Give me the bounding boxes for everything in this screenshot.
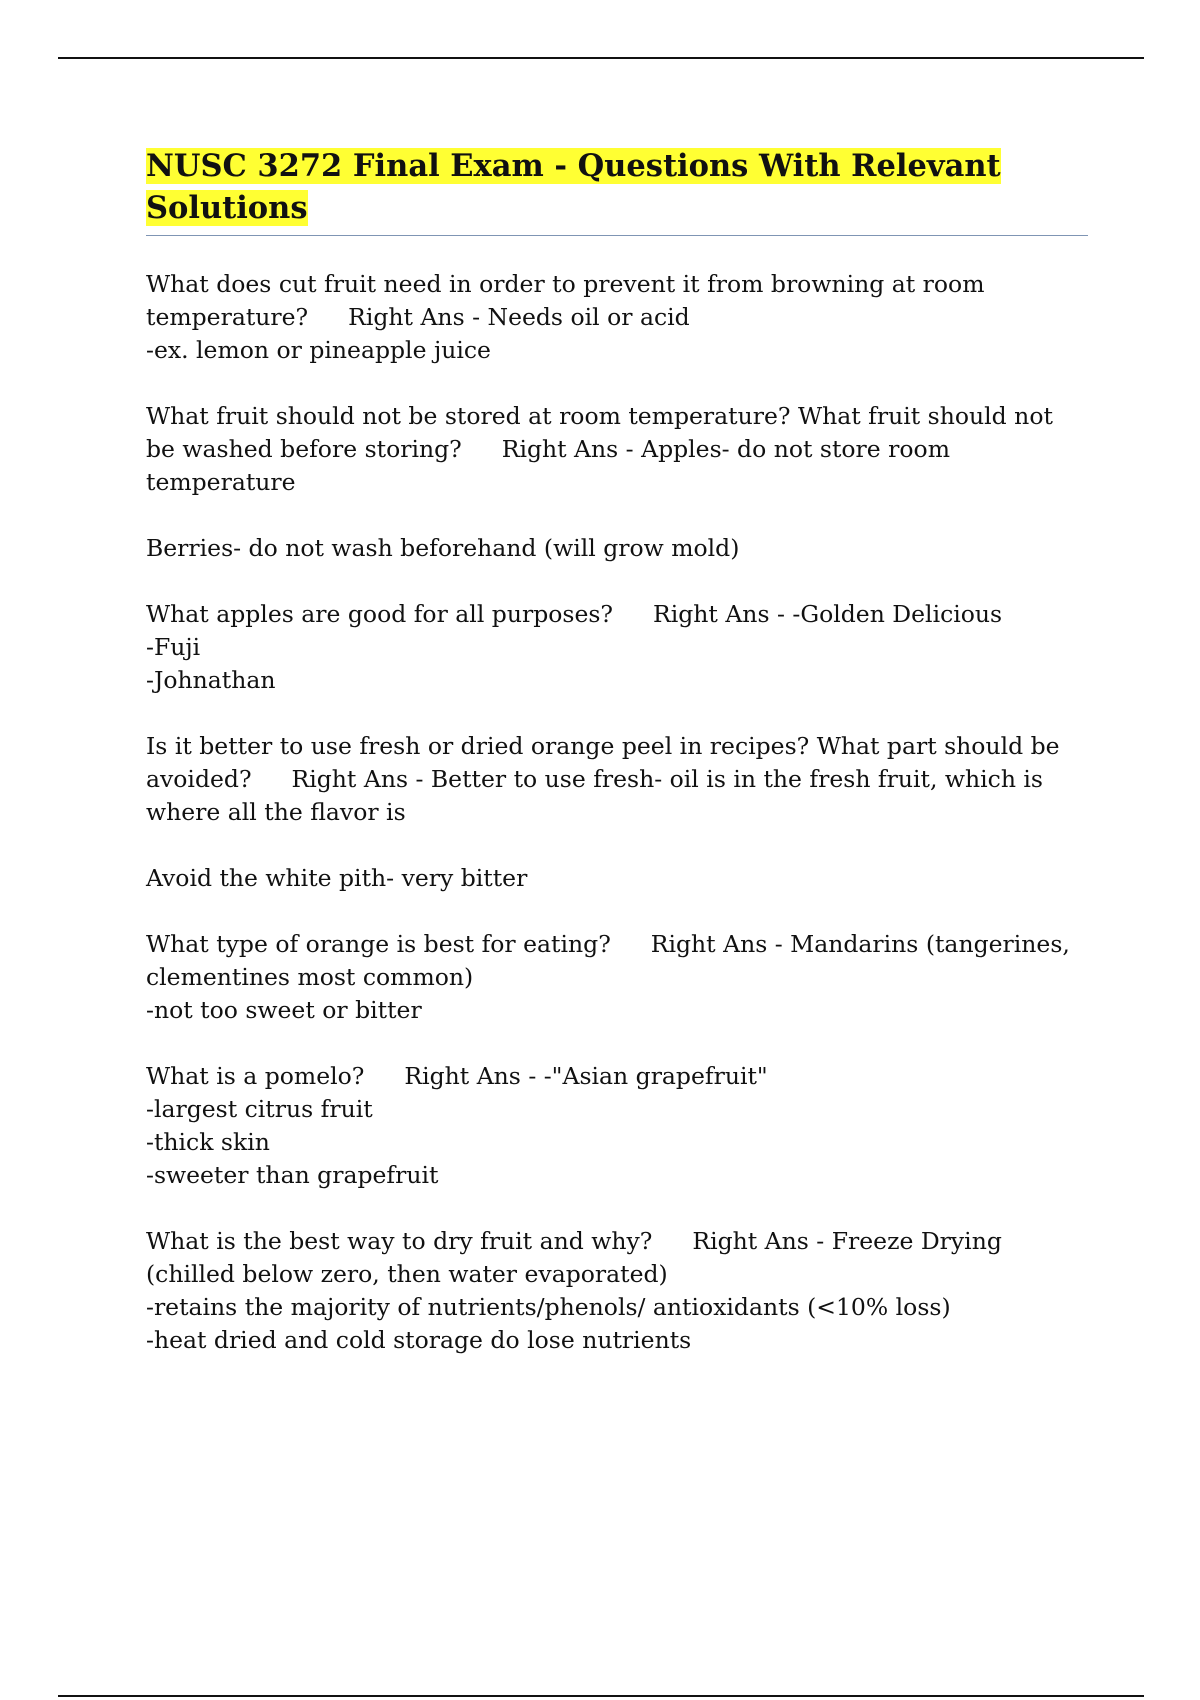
answer-detail-text: -sweeter than grapefruit [146, 1161, 439, 1189]
text-line [146, 664, 1088, 697]
qa-entry [146, 400, 1088, 499]
answer-detail-text: Berries- do not wash beforehand (will grow mold) [146, 534, 740, 562]
page-top-rule [58, 57, 1144, 59]
answer-text: Right Ans - Freeze Drying [692, 1227, 1002, 1255]
question-text: What apples are good for all purposes? [146, 600, 614, 628]
qa-entry [146, 1225, 1088, 1357]
text-line [146, 961, 1088, 994]
title-underline [146, 235, 1088, 236]
text-line [146, 268, 1088, 301]
text-line [146, 1093, 1088, 1126]
question-text: Is it better to use fresh or dried orange peel in recipes? What part should be [146, 732, 1060, 760]
text-line [146, 1159, 1088, 1192]
answer-detail-text: -retains the majority of nutrients/phenols/ antioxidants (<10% loss) [146, 1293, 951, 1321]
answer-detail-text: -largest citrus fruit [146, 1095, 373, 1123]
text-line [146, 1126, 1088, 1159]
text-line [146, 433, 1088, 466]
text-line [146, 301, 1088, 334]
text-line [146, 763, 1088, 796]
question-text: What does cut fruit need in order to prevent it from browning at room [146, 270, 985, 298]
answer-detail-text: temperature [146, 468, 296, 496]
text-line [146, 1225, 1088, 1258]
answer-detail-text: Avoid the white pith- very bitter [146, 864, 528, 892]
text-line [146, 1324, 1088, 1357]
answer-text: Right Ans - Needs oil or acid [348, 303, 690, 331]
qa-entry [146, 598, 1088, 697]
qa-entry [146, 532, 1088, 565]
question-text: be washed before storing? [146, 435, 462, 463]
answer-detail-text: -Johnathan [146, 666, 276, 694]
answer-text: Right Ans - Mandarins (tangerines, [650, 930, 1070, 958]
text-line [146, 994, 1088, 1027]
answer-detail-text: -not too sweet or bitter [146, 996, 422, 1024]
qa-entry [146, 928, 1088, 1027]
question-text: What is the best way to dry fruit and why? [146, 1227, 653, 1255]
qa-entry [146, 730, 1088, 829]
qa-entry [146, 1060, 1088, 1192]
text-line [146, 730, 1088, 763]
question-text: What is a pomelo? [146, 1062, 365, 1090]
text-line [146, 928, 1088, 961]
page-bottom-rule [58, 1695, 1144, 1697]
title-line-1: NUSC 3272 Final Exam - Questions With Relevant [146, 148, 1001, 184]
text-line [146, 1291, 1088, 1324]
answer-detail-text: (chilled below zero, then water evaporated) [146, 1260, 668, 1288]
text-line [146, 598, 1088, 631]
text-line [146, 862, 1088, 895]
question-text: avoided? [146, 765, 252, 793]
answer-text: Right Ans - Apples- do not store room [501, 435, 950, 463]
answer-detail-text: clementines most common) [146, 963, 474, 991]
question-text: What type of orange is best for eating? [146, 930, 611, 958]
text-line [146, 400, 1088, 433]
text-line [146, 631, 1088, 664]
qa-entry [146, 268, 1088, 367]
answer-text: Right Ans - Better to use fresh- oil is in the fresh fruit, which is [291, 765, 1043, 793]
question-text: temperature? [146, 303, 309, 331]
text-line [146, 334, 1088, 367]
text-line [146, 532, 1088, 565]
answer-detail-text: -Fuji [146, 633, 201, 661]
text-line [146, 466, 1088, 499]
title-line-2: Solutions [146, 190, 308, 226]
text-line [146, 1060, 1088, 1093]
qa-entry [146, 862, 1088, 895]
answer-detail-text: -thick skin [146, 1128, 270, 1156]
document-body [146, 145, 1088, 1390]
answer-detail-text: -heat dried and cold storage do lose nutrients [146, 1326, 692, 1354]
text-line [146, 1258, 1088, 1291]
answer-text: Right Ans - -"Asian grapefruit" [404, 1062, 768, 1090]
answer-detail-text: -ex. lemon or pineapple juice [146, 336, 491, 364]
text-line [146, 796, 1088, 829]
qa-list [146, 268, 1088, 1357]
question-text: What fruit should not be stored at room temperature? What fruit should not [146, 402, 1053, 430]
document-title [146, 145, 1088, 229]
answer-detail-text: where all the flavor is [146, 798, 406, 826]
answer-text: Right Ans - -Golden Delicious [653, 600, 1003, 628]
